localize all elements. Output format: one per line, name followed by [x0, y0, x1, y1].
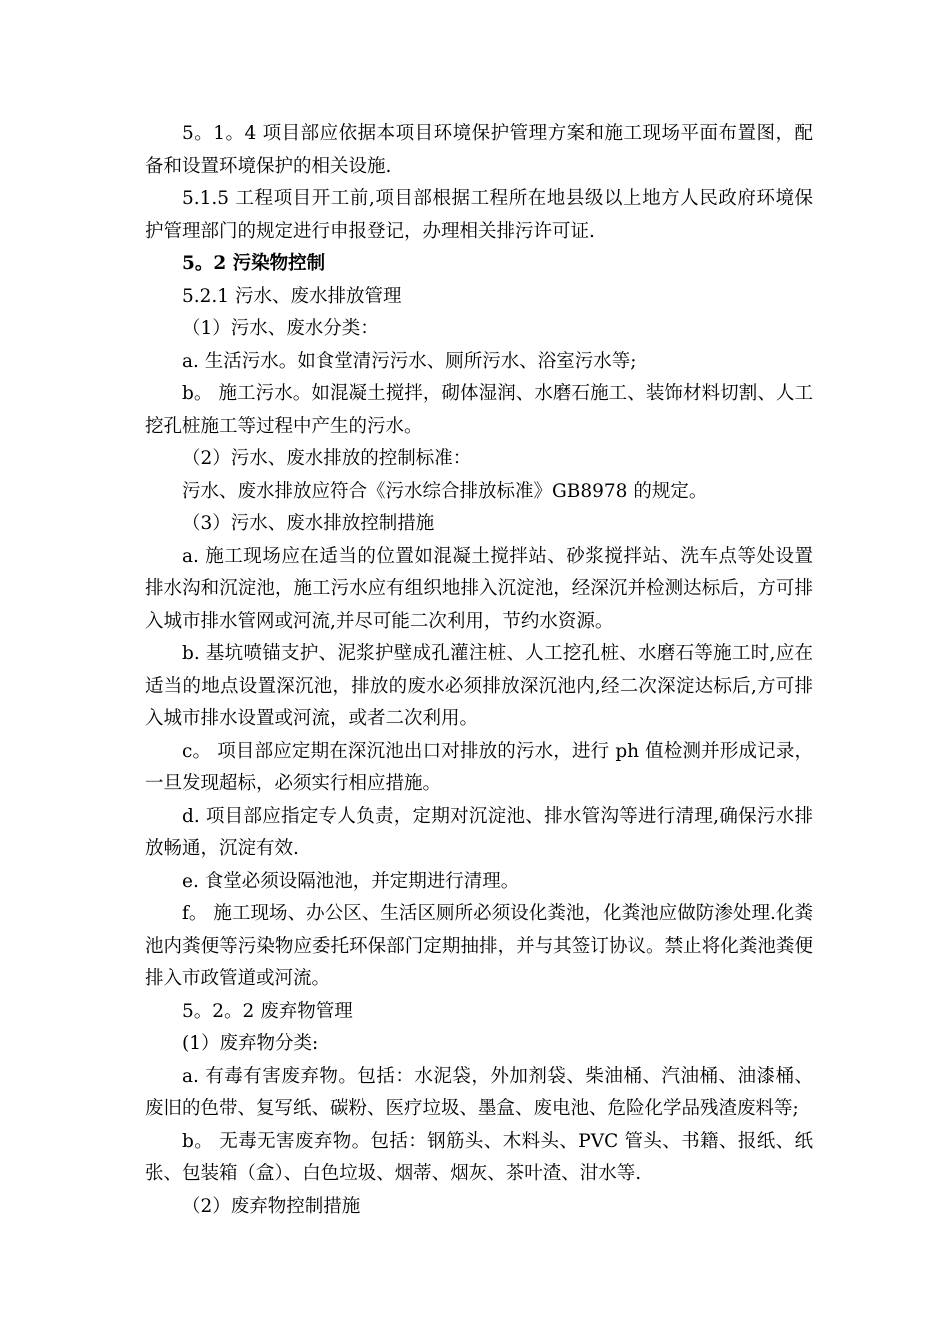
list-heading-wastewater-types: （1）污水、废水分类：	[182, 318, 379, 339]
list-heading-waste-control: （2）废弃物控制措施	[182, 1195, 361, 1217]
list-item-measure-c: c。 项目部应定期在深沉池出口对排放的污水，进行 ph 值检测并形成记录，一旦发现超标，必须实行相应措施。	[145, 740, 813, 794]
document-body	[145, 118, 813, 1223]
section-heading-5-2: 5。2 污染物控制	[182, 253, 326, 274]
paragraph-5-1-5: 5.1.5 工程项目开工前,项目部根据工程所在地县级以上地方人民政府环境保护管理部门的规定进行申报登记，办理相关排污许可证.	[145, 188, 813, 242]
list-heading-discharge-standard: （2）污水、废水排放的控制标准：	[182, 448, 472, 469]
subsection-title-5-2-1: 5.2.1 污水、废水排放管理	[182, 285, 402, 307]
list-item-hazardous-waste: a. 有毒有害废弃物。包括：水泥袋，外加剂袋、柴油桶、汽油桶、油漆桶、废旧的色带、复写纸、碳粉、医疗垃圾、墨盒、废电池、危险化学品残渣废料等;	[145, 1065, 813, 1119]
list-item-measure-b: b. 基坑喷锚支护、泥浆护壁成孔灌注桩、人工挖孔桩、水磨石等施工时,应在适当的地点设置深沉池，排放的废水必须排放深沉池内,经二次深淀达标后,方可排入城市排水设置或河流，或者二次利用。	[145, 643, 813, 729]
list-item-domestic-sewage: a. 生活污水。如食堂清污污水、厕所污水、浴室污水等;	[182, 350, 637, 372]
list-heading-control-measures: （3）污水、废水排放控制措施	[182, 513, 435, 534]
list-item-measure-e: e. 食堂必须设隔池池，并定期进行清理。	[182, 870, 520, 892]
list-item-measure-f: f。 施工现场、办公区、生活区厕所必须设化粪池，化粪池应做防渗处理.化粪池内粪便等污染物应委托环保部门定期抽排，并与其签订协议。禁止将化粪池粪便排入市政管道或河流。	[145, 903, 813, 989]
list-item-measure-d: d. 项目部应指定专人负责，定期对沉淀池、排水管沟等进行清理,确保污水排放畅通，沉淀有效.	[145, 805, 813, 859]
list-item-non-hazardous-waste: b。 无毒无害废弃物。包括：钢筋头、木料头、PVC 管头、书籍、报纸、纸张、包装箱（盒）、白色垃圾、烟蒂、烟灰、茶叶渣、泔水等.	[145, 1130, 813, 1184]
subsection-title-5-2-2: 5。2。2 废弃物管理	[182, 1000, 353, 1022]
list-item-construction-sewage: b。 施工污水。如混凝土搅拌，砌体湿润、水磨石施工、装饰材料切割、人工挖孔桩施工等过程中产生的污水。	[145, 383, 813, 437]
list-item-measure-a: a. 施工现场应在适当的位置如混凝土搅拌站、砂浆搅拌站、洗车点等处设置排水沟和沉淀池，施工污水应有组织地排入沉淀池，经深沉并检测达标后，方可排入城市排水管网或河流,并尽可能二次利用，节约水资源。	[145, 545, 813, 632]
list-heading-waste-types: (1）废弃物分类:	[182, 1033, 319, 1054]
paragraph-5-1-4: 5。1。4 项目部应依据本项目环境保护管理方案和施工现场平面布置图，配备和设置环境保护的相关设施.	[145, 123, 813, 177]
paragraph-discharge-standard: 污水、废水排放应符合《污水综合排放标准》GB8978 的规定。	[182, 480, 708, 502]
